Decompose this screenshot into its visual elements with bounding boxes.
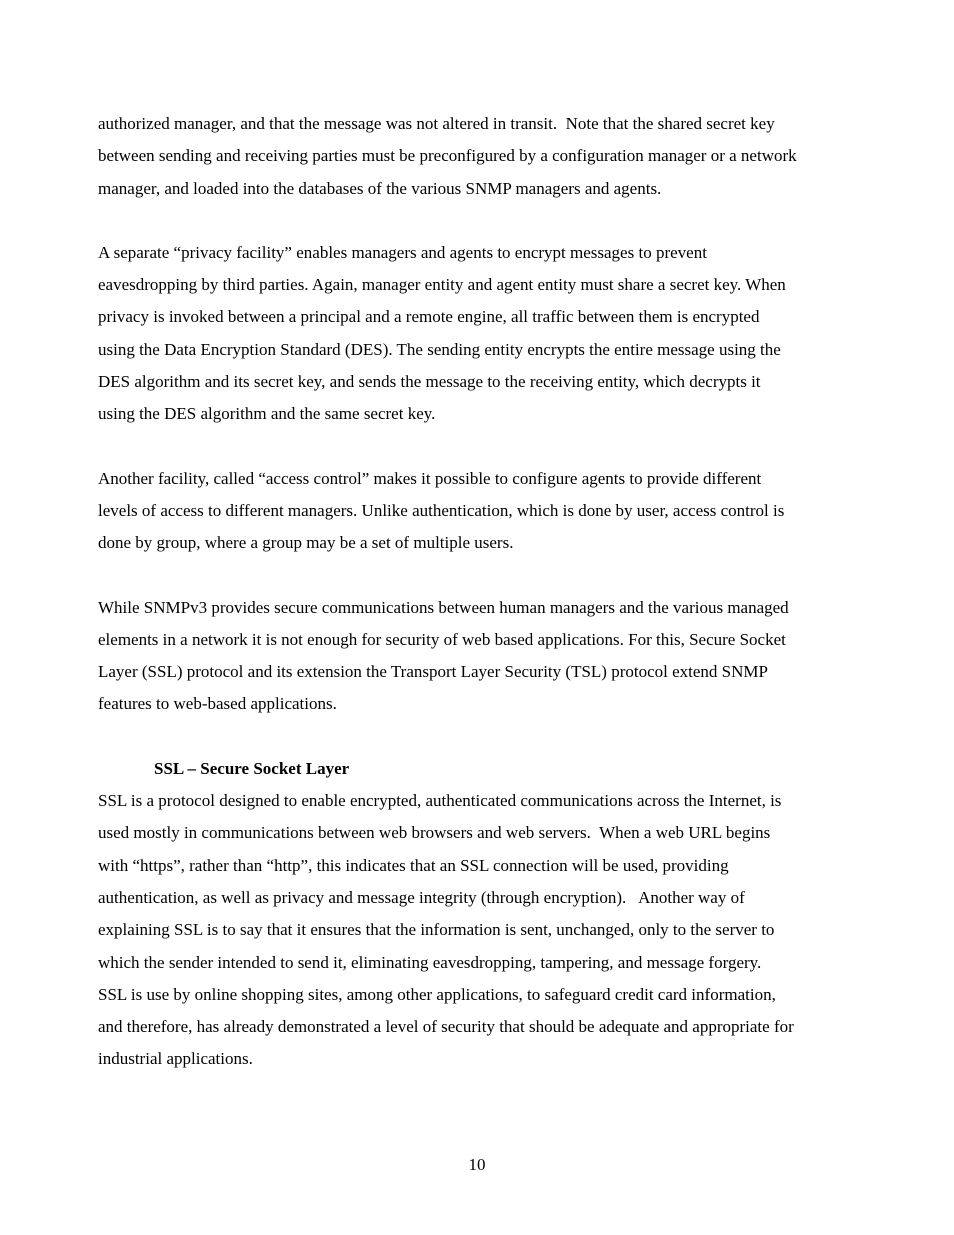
section-heading-ssl: SSL – Secure Socket Layer: [154, 758, 350, 778]
paragraph-authentication: authorized manager, and that the message was not altered in transit. Note that the shared secret key between sending and receiving parties must be preconfigured by a configuration manager or a network manager, and loaded into the databases of the various SNMP managers and agents.: [98, 114, 797, 198]
page-number: 10: [468, 1155, 486, 1174]
document-body: [98, 108, 870, 1076]
paragraph-access-control: Another facility, called “access control” makes it possible to configure agents to provide different levels of access to different managers. Unlike authentication, which is done by user, access control is done by group, where a group may be a set of multiple users.: [98, 468, 785, 553]
paragraph-ssl: SSL is a protocol designed to enable encrypted, authenticated communications across the Internet, is used mostly in communications between web browsers and web servers. When a web URL begins with “https”, rather than “http”, this indicates that an SSL connection will be used, providing authentication, as well as privacy and message integrity (through encryption). Another way of explaining SSL is to say that it ensures that the information is sent, unchanged, only to the server to which the sender intended to send it, eliminating eavesdropping, tampering, and message forgery. SSL is use by online shopping sites, among other applications, to safeguard credit card information, and therefore, has already demonstrated a level of security that should be adequate and appropriate for industrial applications.: [98, 791, 794, 1069]
paragraph-privacy-facility: A separate “privacy facility” enables managers and agents to encrypt messages to prevent eavesdropping by third parties. Again, manager entity and agent entity must share a secret key. When privacy is invoked between a principal and a remote engine, all traffic between them is encrypted using the Data Encryption Standard (DES). The sending entity encrypts the entire message using the DES algorithm and its secret key, and sends the message to the receiving entity, which decrypts it using the DES algorithm and the same secret key.: [98, 242, 786, 424]
paragraph-snmpv3-web: While SNMPv3 provides secure communications between human managers and the various managed elements in a network it is not enough for security of web based applications. For this, Secure Socket Layer (SSL) protocol and its extension the Transport Layer Security (TSL) protocol extend SNMP features to web-based applications.: [98, 597, 789, 714]
